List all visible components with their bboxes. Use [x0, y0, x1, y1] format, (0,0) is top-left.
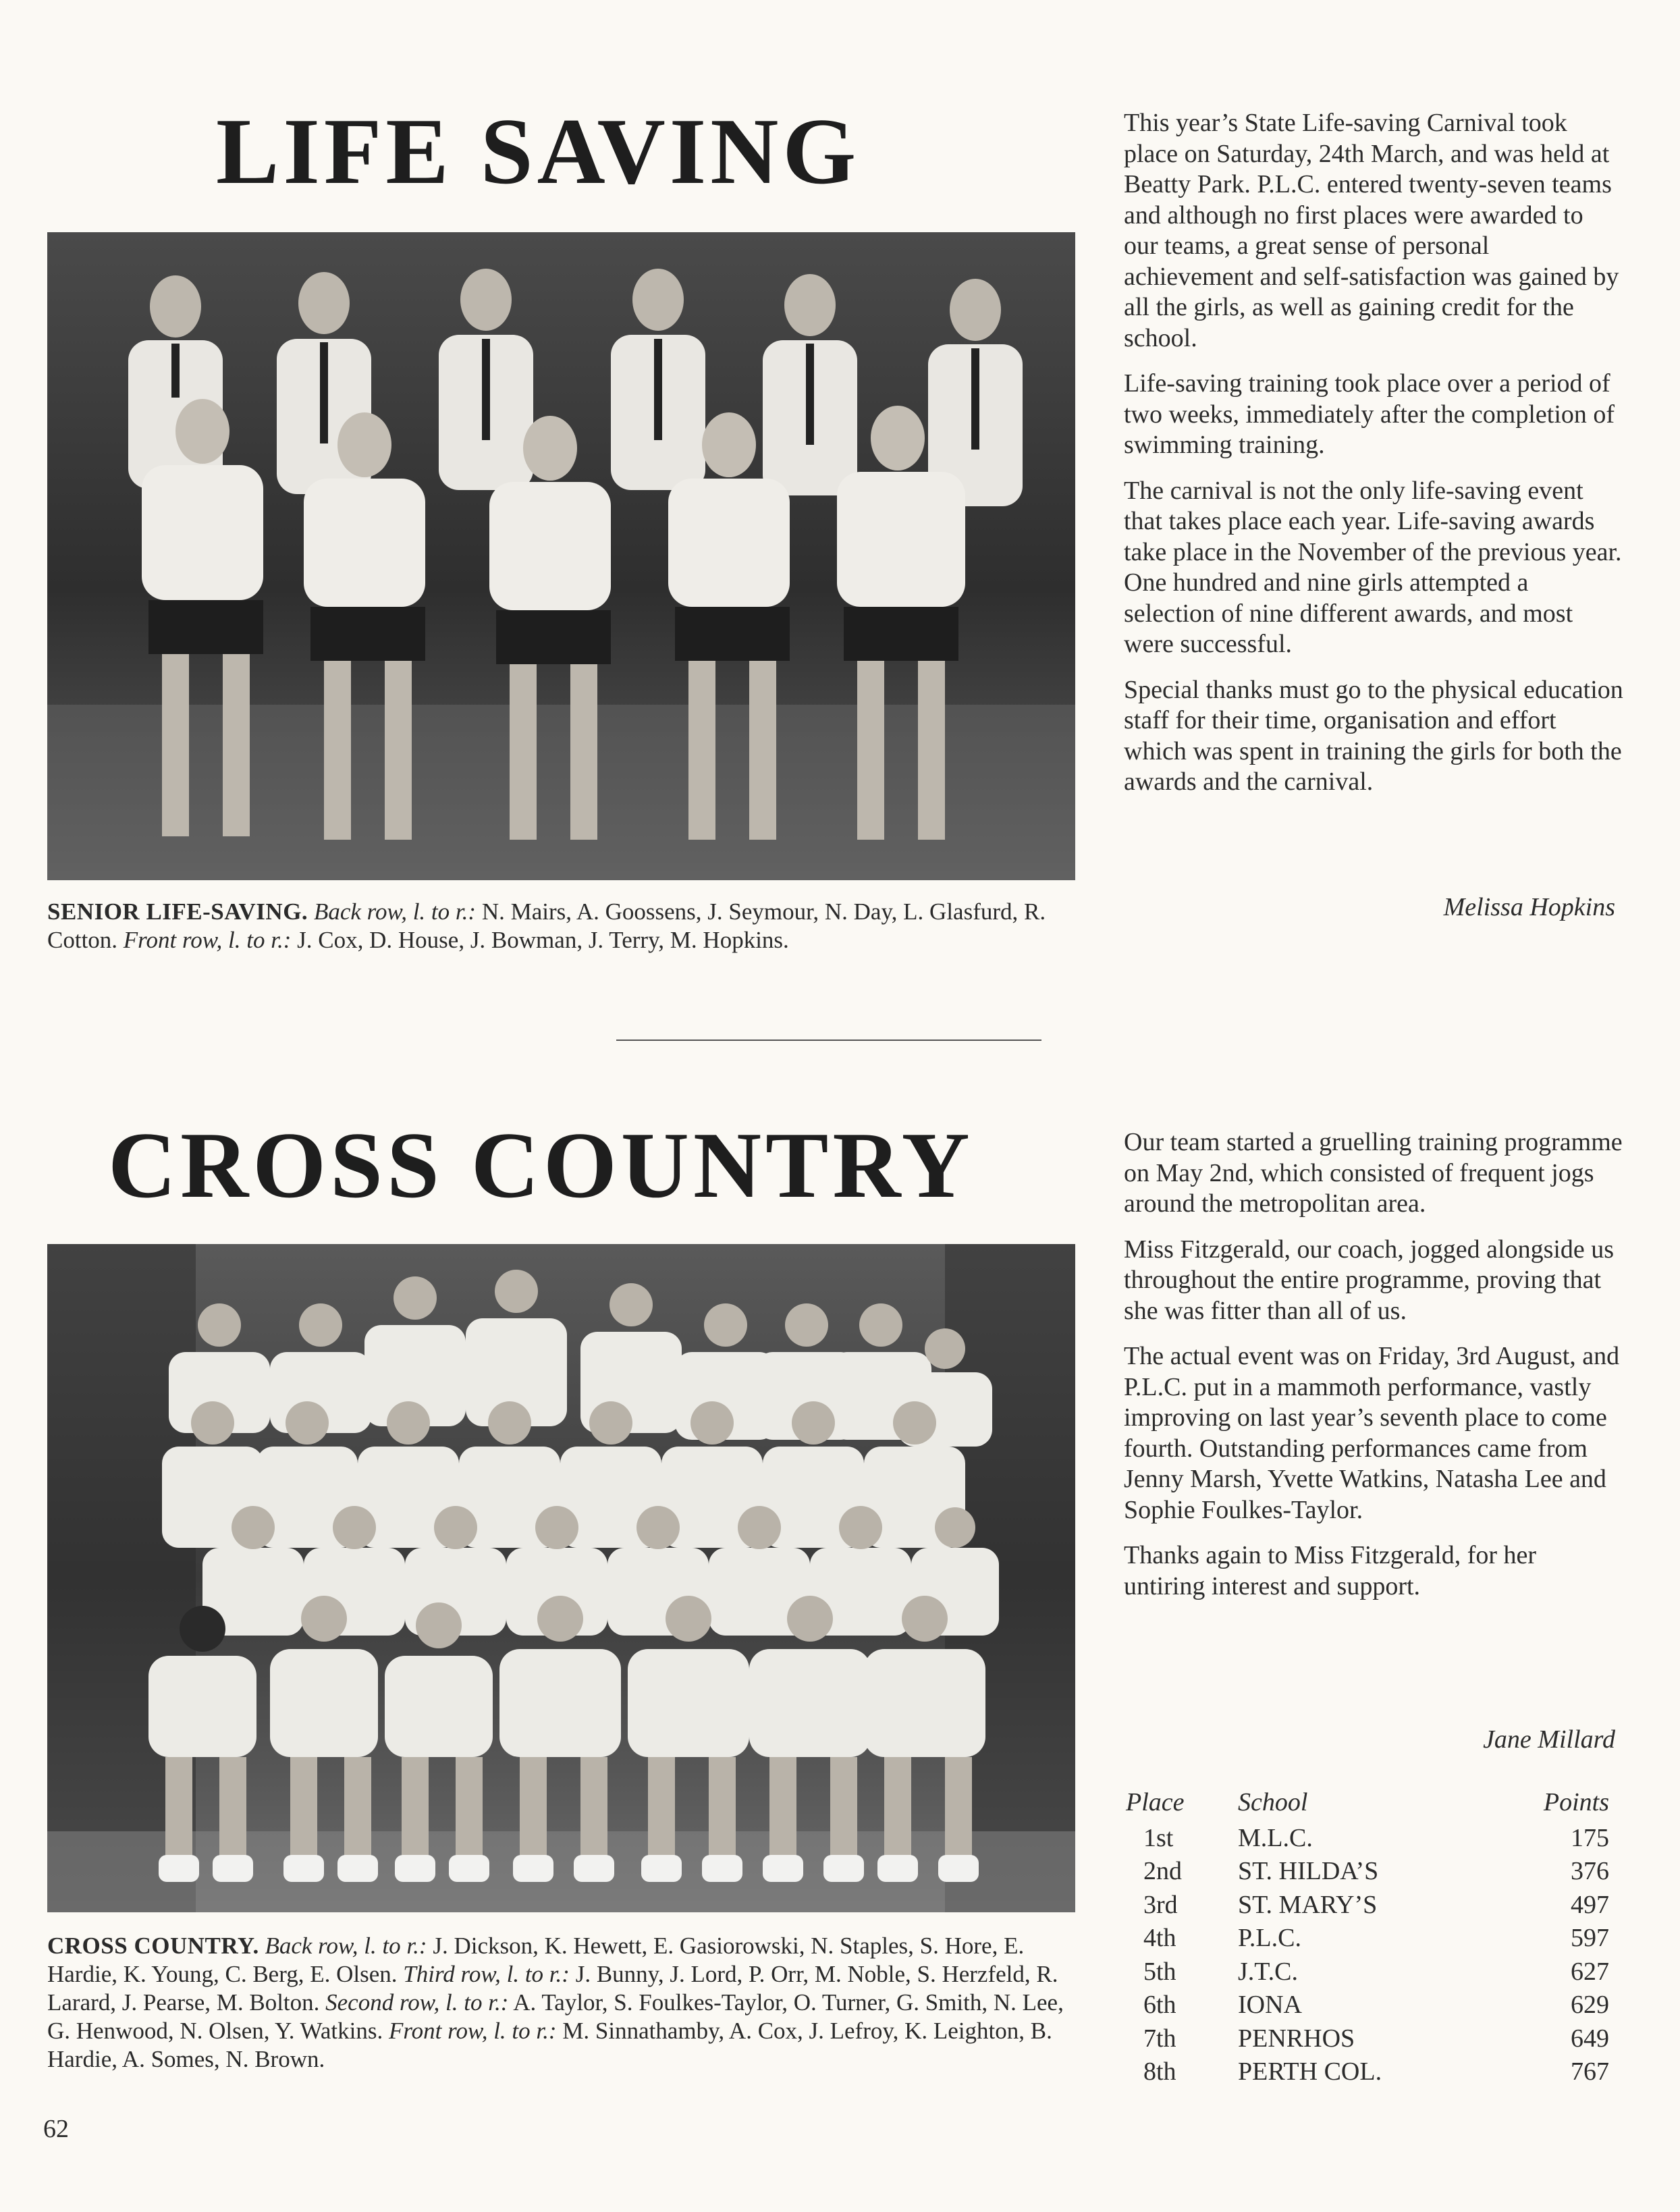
- points-cell: 497: [1571, 1890, 1609, 1919]
- points-cell: 649: [1571, 2024, 1609, 2053]
- school-cell: IONA: [1238, 1991, 1302, 2020]
- place-cell: 4th: [1143, 1924, 1176, 1953]
- caption-names: J. Cox, D. House, J. Bowman, J. Terry, M. Hopkins.: [297, 927, 789, 953]
- school-cell: J.T.C.: [1238, 1957, 1299, 1986]
- table-row: [1126, 1855, 1609, 1889]
- place-cell: 7th: [1143, 2024, 1176, 2053]
- caption-names: J. Dickson, K. Hewett, E. Gasiorowski, N. Staples, S. Hore, E. Hardie, K. Young, C. Berg, E. Olsen.: [47, 1933, 1025, 1987]
- place-cell: 6th: [1143, 1991, 1176, 2020]
- caption-names: N. Mairs, A. Goossens, J. Seymour, N. Day, L. Glasfurd, R. Cotton.: [47, 898, 1046, 953]
- points-cell: 767: [1571, 2057, 1609, 2086]
- place-cell: 8th: [1143, 2057, 1176, 2086]
- life-saving-heading: LIFE SAVING: [216, 99, 861, 204]
- header-place: Place: [1126, 1788, 1185, 1816]
- page-number: 62: [43, 2115, 69, 2143]
- table-row: [1126, 1955, 1609, 1989]
- results-table: [1126, 1783, 1609, 2088]
- school-cell: PERTH COL.: [1238, 2057, 1382, 2086]
- points-cell: 175: [1571, 1823, 1609, 1852]
- school-cell: ST. MARY’S: [1238, 1890, 1378, 1919]
- place-cell: 2nd: [1143, 1857, 1182, 1886]
- place-cell: 3rd: [1143, 1890, 1178, 1919]
- header-points: Points: [1543, 1788, 1609, 1816]
- school-cell: ST. HILDA’S: [1238, 1857, 1379, 1886]
- life-saving-photo-caption: [47, 898, 1073, 954]
- caption-row-label: Back row, l. to r.:: [265, 1933, 427, 1959]
- table-row: [1126, 2055, 1609, 2089]
- table-row: [1126, 1922, 1609, 1955]
- table-row: [1126, 1821, 1609, 1855]
- school-cell: M.L.C.: [1238, 1823, 1313, 1852]
- section-divider: [616, 1040, 1041, 1041]
- points-cell: 376: [1571, 1857, 1609, 1886]
- cross-country-heading: CROSS COUNTRY: [108, 1113, 974, 1218]
- cross-country-article: [1124, 1127, 1623, 1617]
- points-cell: 597: [1571, 1924, 1609, 1953]
- caption-row-label: Third row, l. to r.:: [403, 1961, 570, 1987]
- article-paragraph: The actual event was on Friday, 3rd August, and P.L.C. put in a mammoth performance, vastly improving on last year’s seventh place to come fourth. Outstanding performances came from Jenny Marsh, Yvette Watkins, Natasha Lee and Sophie Foulkes-Taylor.: [1124, 1342, 1620, 1524]
- article-paragraph: The carnival is not the only life-saving event that takes place each year. Life-saving awards take place in the November of the previous year. One hundred and nine girls attempted a selection of nine different awards, and most were successful.: [1124, 476, 1622, 658]
- cross-country-author: Jane Millard: [1483, 1725, 1615, 1754]
- article-paragraph: Miss Fitzgerald, our coach, jogged alongside us throughout the entire programme, proving that she was fitter than all of us.: [1124, 1235, 1615, 1325]
- cross-country-team-photo: [47, 1244, 1075, 1912]
- caption-lead: SENIOR LIFE-SAVING.: [47, 898, 308, 925]
- header-school: School: [1238, 1788, 1308, 1816]
- table-row: [1126, 2022, 1609, 2055]
- life-saving-article: [1124, 108, 1623, 813]
- caption-names: J. Bunny, J. Lord, P. Orr, M. Noble, S. Herzfeld, R. Larard, J. Pearse, M. Bolton.: [47, 1961, 1058, 2016]
- life-saving-team-photo: [47, 232, 1075, 880]
- cross-country-photo-caption: [47, 1932, 1079, 2074]
- points-cell: 627: [1571, 1957, 1609, 1986]
- place-cell: 1st: [1143, 1823, 1174, 1852]
- caption-names: M. Sinnathamby, A. Cox, J. Lefroy, K. Leighton, B. Hardie, A. Somes, N. Brown.: [47, 2018, 1052, 2072]
- caption-row-label: Front row, l. to r.:: [123, 927, 292, 953]
- caption-lead: CROSS COUNTRY.: [47, 1933, 259, 1959]
- article-paragraph: Thanks again to Miss Fitzgerald, for her untiring interest and support.: [1124, 1541, 1537, 1600]
- caption-row-label: Back row, l. to r.:: [313, 898, 477, 925]
- article-paragraph: Life-saving training took place over a period of two weeks, immediately after the completion of swimming training.: [1124, 369, 1615, 459]
- caption-names: A. Taylor, S. Foulkes-Taylor, O. Turner, G. Smith, N. Lee, G. Henwood, N. Olsen, Y. Watkins.: [47, 1989, 1064, 2044]
- points-cell: 629: [1571, 1991, 1609, 2020]
- article-paragraph: Our team started a gruelling training programme on May 2nd, which consisted of frequent jogs around the metropolitan area.: [1124, 1128, 1623, 1218]
- caption-row-label: Front row, l. to r.:: [388, 2018, 557, 2044]
- caption-row-label: Second row, l. to r.:: [325, 1989, 509, 2016]
- article-paragraph: Special thanks must go to the physical education staff for their time, organisation and effort which was spent in training the girls for both the awards and the carnival.: [1124, 675, 1623, 796]
- school-cell: P.L.C.: [1238, 1924, 1301, 1953]
- place-cell: 5th: [1143, 1957, 1176, 1986]
- table-row: [1126, 1888, 1609, 1922]
- life-saving-author: Melissa Hopkins: [1443, 893, 1615, 921]
- results-header-row: [1126, 1783, 1609, 1821]
- school-cell: PENRHOS: [1238, 2024, 1355, 2053]
- article-paragraph: This year’s State Life-saving Carnival took place on Saturday, 24th March, and was held at Beatty Park. P.L.C. entered twenty-seven teams and although no first places were awarded to our teams, a great sense of personal achievement and self-satisfaction was gained by all the girls, as well as gaining credit for the school.: [1124, 109, 1619, 352]
- table-row: [1126, 1989, 1609, 2022]
